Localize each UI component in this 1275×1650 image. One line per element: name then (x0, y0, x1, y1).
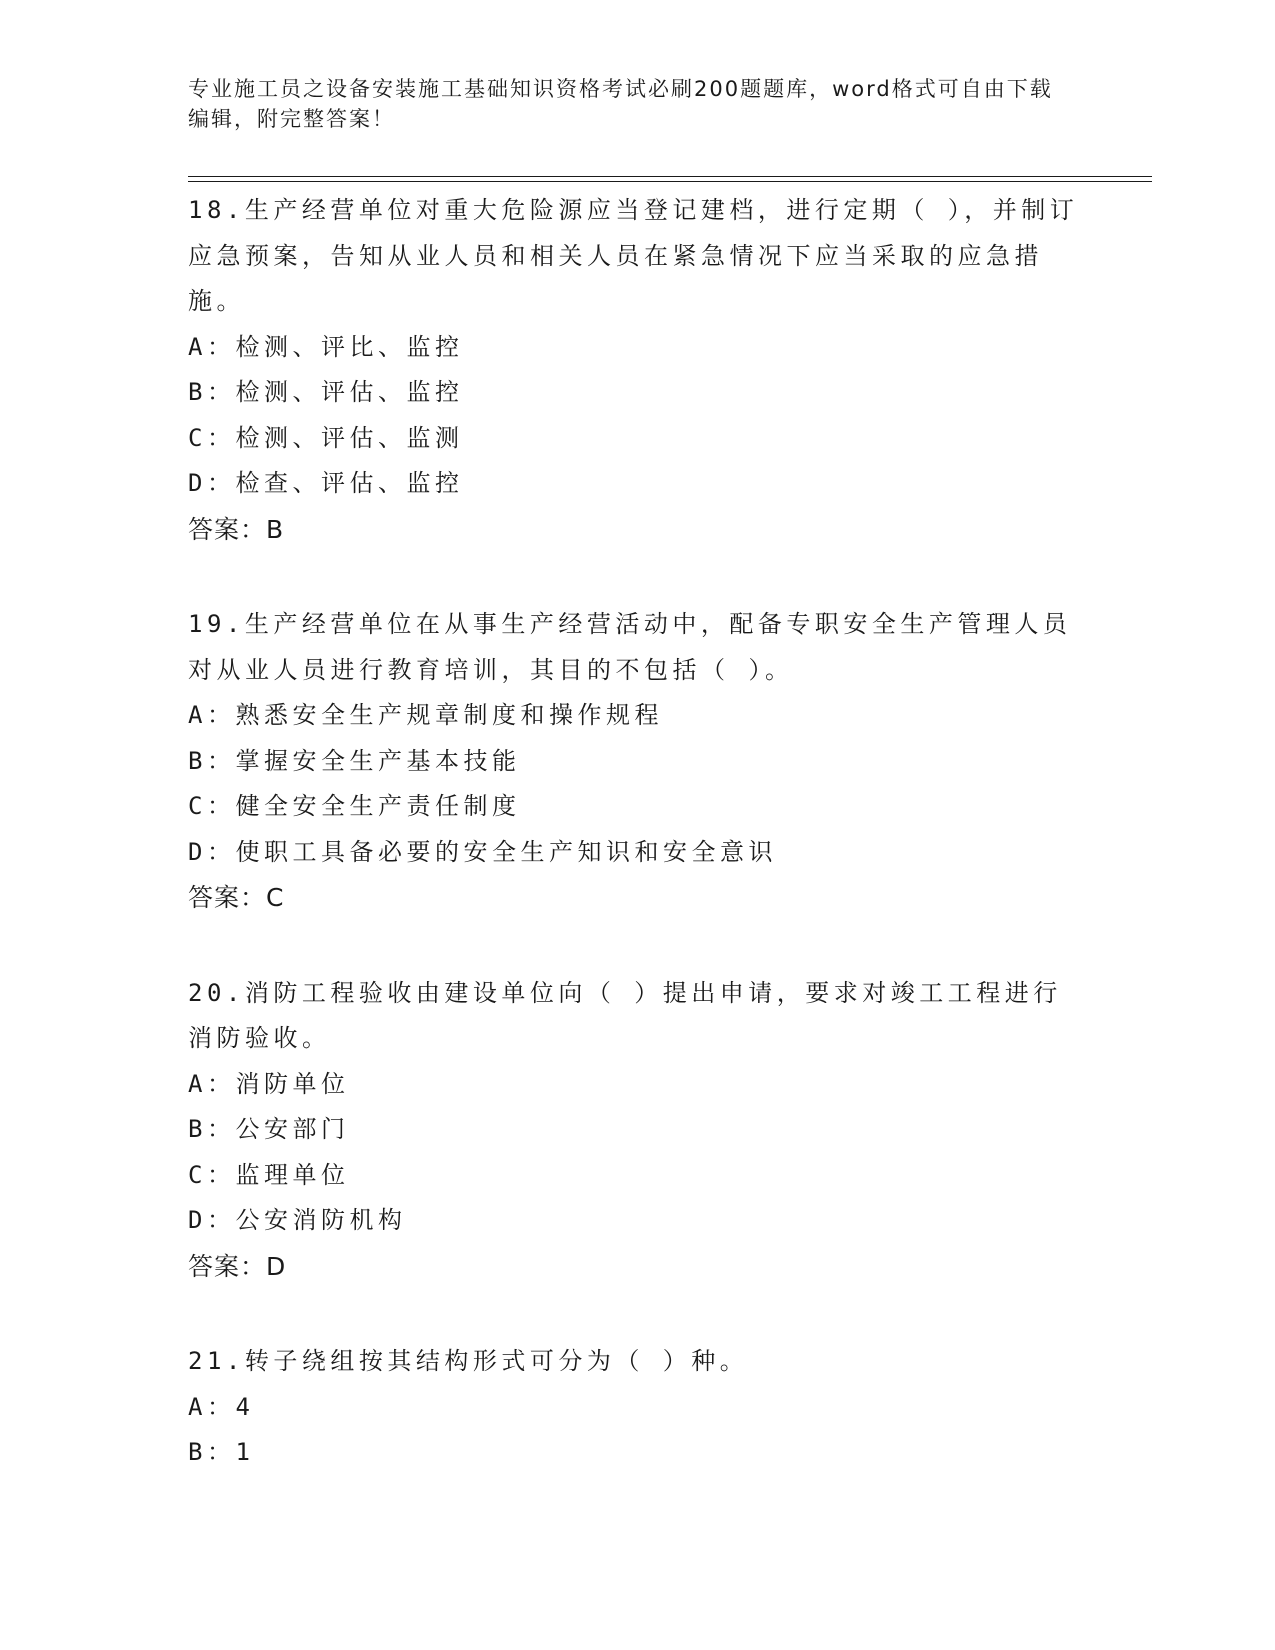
option-c: C：健全安全生产责任制度 (188, 792, 521, 820)
answer-line (188, 507, 1088, 553)
question-stem: 20.消防工程验收由建设单位向（ ）提出申请，要求对竣工工程进行消防验收。 (188, 978, 1062, 1052)
option-b: B：检测、评估、监控 (188, 378, 464, 406)
answer-value: B (266, 514, 285, 544)
header-divider-bottom (188, 181, 1152, 182)
question-19 (188, 602, 1088, 921)
question-18 (188, 188, 1088, 552)
option-b: B：公安部门 (188, 1115, 350, 1143)
document-header: 专业施工员之设备安装施工基础知识资格考试必刷200题题库，word格式可自由下载编辑，附完整答案！ (188, 77, 1053, 131)
question-stem: 21.转子绕组按其结构形式可分为（ ）种。 (188, 1347, 749, 1375)
answer-label: 答案： (188, 514, 267, 544)
option-a: A：消防单位 (188, 1069, 350, 1098)
question-20 (188, 971, 1088, 1290)
option-a: A：检测、评比、监控 (188, 332, 464, 361)
option-c: C：检测、评估、监测 (188, 423, 464, 452)
answer-value: C (266, 883, 285, 912)
header-divider-top (188, 176, 1152, 177)
answer-line (188, 1244, 1088, 1290)
option-a: A：熟悉安全生产规章制度和操作规程 (188, 701, 663, 729)
option-b: B：掌握安全生产基本技能 (188, 746, 521, 775)
answer-value: D (266, 1251, 287, 1281)
answer-label: 答案： (188, 883, 267, 912)
answer-line (188, 875, 1088, 921)
option-d: D：使职工具备必要的安全生产知识和安全意识 (188, 837, 777, 866)
option-d: D：检查、评估、监控 (188, 469, 464, 497)
question-stem: 19.生产经营单位在从事生产经营活动中，配备专职安全生产管理人员对从业人员进行教育培训，其目的不包括（ ）。 (188, 610, 1072, 684)
answer-label: 答案： (188, 1251, 267, 1281)
option-c: C：监理单位 (188, 1160, 350, 1189)
option-a: A：4 (188, 1392, 255, 1421)
question-list (188, 188, 1088, 1526)
question-21 (188, 1339, 1088, 1476)
option-b: B：1 (188, 1438, 255, 1466)
option-d: D：公安消防机构 (188, 1206, 407, 1234)
question-stem: 18.生产经营单位对重大危险源应当登记建档，进行定期（ ），并制订应急预案，告知从业人员和相关人员在紧急情况下应当采取的应急措施。 (188, 196, 1079, 315)
